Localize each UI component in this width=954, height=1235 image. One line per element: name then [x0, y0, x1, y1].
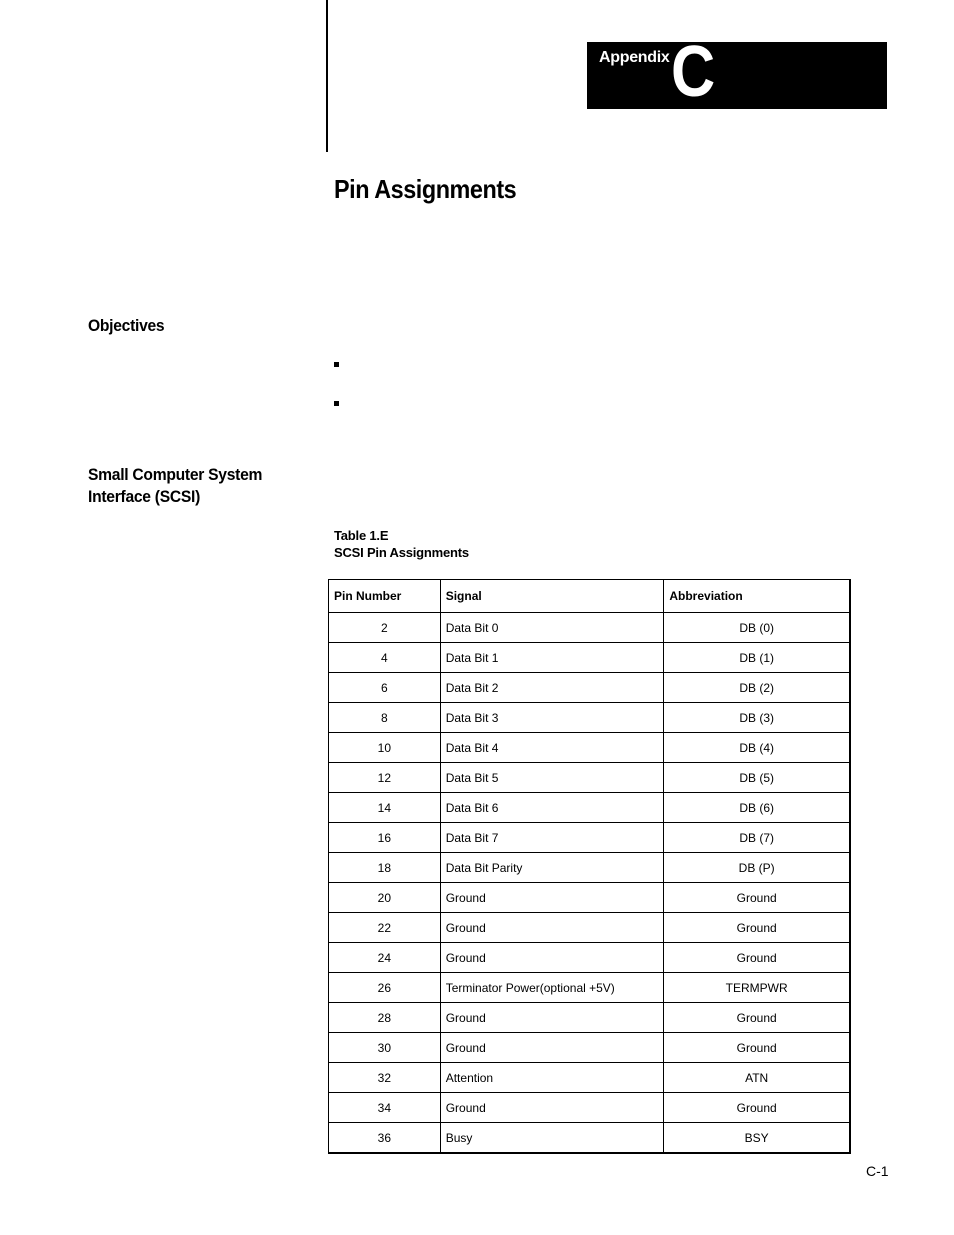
- vertical-rule: [326, 0, 328, 152]
- table-row: [329, 973, 851, 1003]
- table-title: SCSI Pin Assignments: [334, 545, 469, 560]
- abbreviation-cell: BSY: [664, 1123, 850, 1154]
- table-row: [329, 733, 851, 763]
- signal-cell: Ground: [440, 913, 664, 943]
- appendix-tab: [587, 42, 887, 109]
- signal-cell: Ground: [440, 943, 664, 973]
- table-row: [329, 883, 851, 913]
- abbreviation-cell: Ground: [664, 1003, 850, 1033]
- pin-number-cell: 4: [329, 643, 441, 673]
- abbreviation-cell: DB (0): [664, 613, 850, 643]
- table-row: [329, 1063, 851, 1093]
- table-row: [329, 913, 851, 943]
- abbreviation-cell: DB (6): [664, 793, 850, 823]
- page-title: Pin Assignments: [334, 174, 517, 204]
- pin-number-cell: 14: [329, 793, 441, 823]
- pin-number-cell: 18: [329, 853, 441, 883]
- signal-cell: Data Bit 3: [440, 703, 664, 733]
- abbreviation-cell: Ground: [664, 883, 850, 913]
- table-row: [329, 943, 851, 973]
- abbreviation-cell: DB (5): [664, 763, 850, 793]
- table-row: [329, 703, 851, 733]
- scsi-heading: [88, 464, 262, 508]
- appendix-letter: C: [671, 42, 716, 109]
- scsi-heading-line1: Small Computer System: [88, 465, 263, 484]
- table-row: [329, 1003, 851, 1033]
- abbreviation-cell: DB (3): [664, 703, 850, 733]
- table-row: [329, 1033, 851, 1063]
- bullet-marker: [334, 362, 339, 367]
- page-number: C-1: [866, 1163, 889, 1179]
- signal-cell: Data Bit 5: [440, 763, 664, 793]
- abbreviation-cell: Ground: [664, 943, 850, 973]
- table-header-row: [329, 580, 851, 613]
- bullet-marker: [334, 401, 339, 406]
- abbreviation-cell: DB (P): [664, 853, 850, 883]
- pin-number-cell: 6: [329, 673, 441, 703]
- pin-number-cell: 8: [329, 703, 441, 733]
- scsi-pin-table: [328, 579, 851, 1154]
- scsi-heading-line2: Interface (SCSI): [88, 487, 201, 506]
- signal-cell: Busy: [440, 1123, 664, 1154]
- pin-number-cell: 20: [329, 883, 441, 913]
- column-header-abbreviation: Abbreviation: [664, 580, 850, 613]
- signal-cell: Data Bit 2: [440, 673, 664, 703]
- table-row: [329, 763, 851, 793]
- pin-number-cell: 26: [329, 973, 441, 1003]
- pin-number-cell: 24: [329, 943, 441, 973]
- abbreviation-cell: DB (7): [664, 823, 850, 853]
- pin-number-cell: 36: [329, 1123, 441, 1154]
- abbreviation-cell: TERMPWR: [664, 973, 850, 1003]
- signal-cell: Data Bit Parity: [440, 853, 664, 883]
- table-row: [329, 643, 851, 673]
- objectives-heading-text: Objectives: [88, 316, 165, 335]
- abbreviation-cell: Ground: [664, 1093, 850, 1123]
- signal-cell: Attention: [440, 1063, 664, 1093]
- table-row: [329, 613, 851, 643]
- signal-cell: Data Bit 6: [440, 793, 664, 823]
- column-header-signal: Signal: [440, 580, 664, 613]
- table-number: Table 1.E: [334, 528, 389, 543]
- pin-number-cell: 34: [329, 1093, 441, 1123]
- abbreviation-cell: DB (4): [664, 733, 850, 763]
- table-row: [329, 823, 851, 853]
- table-row: [329, 853, 851, 883]
- signal-cell: Data Bit 4: [440, 733, 664, 763]
- abbreviation-cell: Ground: [664, 913, 850, 943]
- signal-cell: Ground: [440, 1003, 664, 1033]
- signal-cell: Data Bit 7: [440, 823, 664, 853]
- table-row: [329, 1123, 851, 1154]
- signal-cell: Data Bit 1: [440, 643, 664, 673]
- signal-cell: Ground: [440, 1033, 664, 1063]
- table-row: [329, 793, 851, 823]
- pin-number-cell: 2: [329, 613, 441, 643]
- pin-number-cell: 30: [329, 1033, 441, 1063]
- abbreviation-cell: ATN: [664, 1063, 850, 1093]
- appendix-label: Appendix: [599, 49, 670, 66]
- signal-cell: Data Bit 0: [440, 613, 664, 643]
- abbreviation-cell: DB (1): [664, 643, 850, 673]
- table-caption: [334, 527, 469, 561]
- signal-cell: Ground: [440, 883, 664, 913]
- abbreviation-cell: DB (2): [664, 673, 850, 703]
- pin-number-cell: 32: [329, 1063, 441, 1093]
- pin-number-cell: 12: [329, 763, 441, 793]
- signal-cell: Terminator Power(optional +5V): [440, 973, 664, 1003]
- pin-number-cell: 22: [329, 913, 441, 943]
- column-header-pin-number: Pin Number: [329, 580, 441, 613]
- table-row: [329, 1093, 851, 1123]
- signal-cell: Ground: [440, 1093, 664, 1123]
- pin-number-cell: 16: [329, 823, 441, 853]
- objectives-heading: [88, 315, 164, 337]
- abbreviation-cell: Ground: [664, 1033, 850, 1063]
- pin-number-cell: 10: [329, 733, 441, 763]
- pin-number-cell: 28: [329, 1003, 441, 1033]
- table-row: [329, 673, 851, 703]
